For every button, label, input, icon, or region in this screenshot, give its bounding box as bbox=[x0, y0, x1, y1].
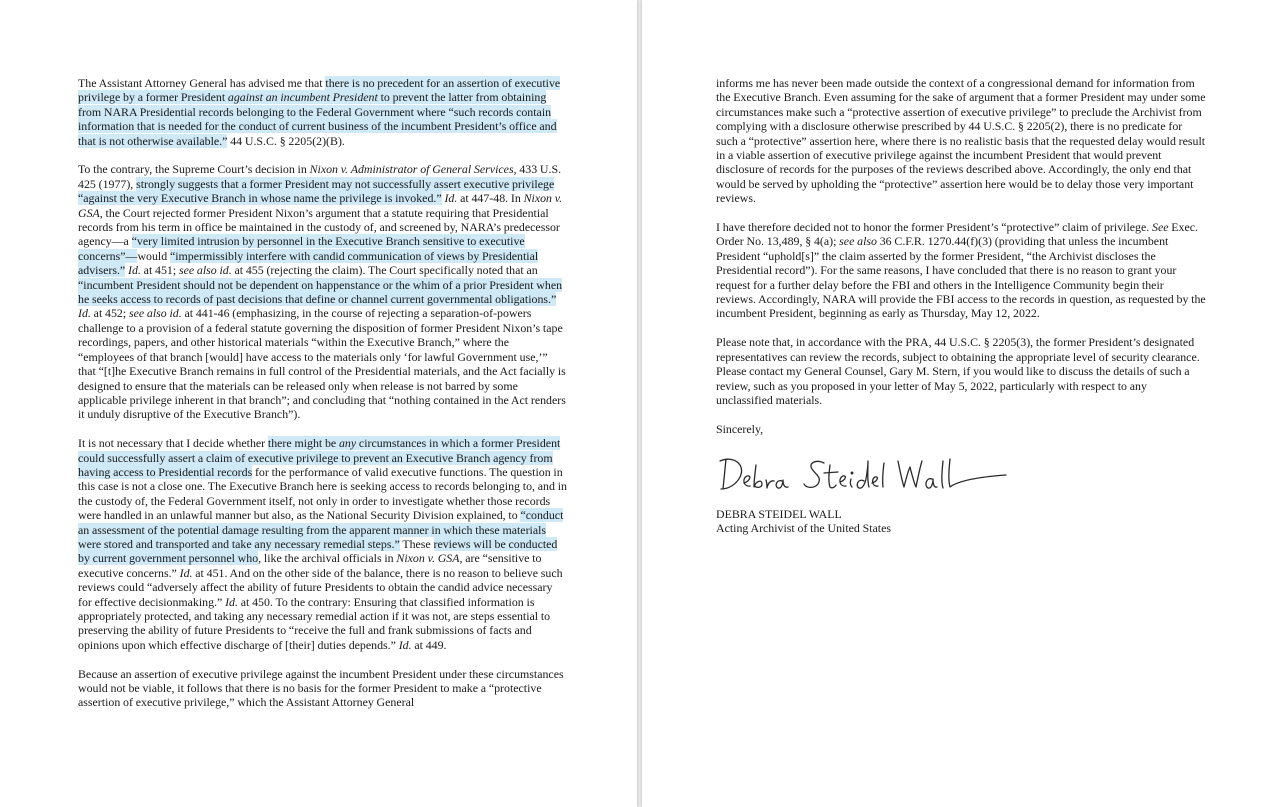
page-right-body bbox=[716, 76, 1206, 535]
handwritten-signature bbox=[716, 451, 1206, 495]
paragraph-no-precedent bbox=[78, 76, 567, 148]
text-run: , 433 U.S. 425 (1977), bbox=[78, 162, 562, 191]
case-name: Nixon v. Administrator of General Services bbox=[309, 162, 514, 177]
highlighted-text: “impermissibly interfere with candid communication of views by Presidential advisers.” bbox=[78, 248, 539, 278]
paragraph-protective-assertion: informs me has never been made outside the context of a congressional demand for information from the Executive Branch. Even assuming for the sake of argument that a former President may under some circumstances make such a “protective assertion of executive privilege” to preclude the Archivist from complying with a disclosure otherwise prescribed by 44 U.S.C. § 2205(2), there is no predicate for such a “protective” assertion here, where there is no realistic basis that the requested delay would result in a viable assertion of executive privilege against the incumbent President that would prevent disclosure of records for the purposes of the reviews described above. Accordingly, the only end that would be served by upholding the “protective” assertion here would be to delay those very important reviews. bbox=[716, 76, 1206, 206]
case-name: Nixon v. GSA bbox=[396, 551, 460, 566]
highlighted-text: strongly suggests that a former President may not successfully assert executive privilege “against the very Executive Branch in whose name the privilege is invoked.” bbox=[78, 176, 555, 206]
text-run: The Assistant Attorney General has advised me that bbox=[78, 76, 326, 90]
citation-see-also: see also bbox=[839, 234, 877, 249]
signature-block bbox=[716, 507, 1206, 536]
citation-id: Id. bbox=[225, 594, 238, 609]
text-run: , the Court rejected former President Nixon’s argument that a statute requiring that Presidential records from his term in office be maintained in the custody of, and screened by, NARA’s predecessor agency—a bbox=[78, 205, 560, 249]
highlighted-text: there might be bbox=[267, 436, 339, 451]
citation-id: Id. bbox=[78, 306, 91, 321]
highlighted-text: “incumbent President should not be dependent on happenstance or the whim of a prior President when he seeks access to records of past decisions that define or channel current governmental obligations.” bbox=[78, 277, 563, 307]
highlighted-italic-text: against an incumbent President bbox=[227, 90, 378, 105]
highlighted-text: to prevent the latter from obtaining from NARA Presidential records belonging to the Federal Government where “such records contain information that is needed for the conduct of current business of the incumbent President’s office and that is not otherwise available.” bbox=[78, 90, 557, 148]
case-name: Nixon v. GSA bbox=[78, 191, 563, 220]
text-run: at 455 (rejecting the claim). The Court specifically noted that an bbox=[231, 263, 538, 278]
text-run: , like the archival officials in bbox=[258, 551, 397, 566]
highlighted-text: circumstances in which a former President could successfully assert a claim of executive privilege to prevent an Executive Branch agency from having access to Presidential records bbox=[78, 436, 561, 479]
text-run: Exec. Order No. 13,489, § 4(a); bbox=[716, 220, 1199, 249]
signature-icon bbox=[716, 451, 1016, 495]
text-run: It is not necessary that I decide whether bbox=[78, 436, 268, 451]
text-run: at 441-46 (emphasizing, in the course of rejecting a separation-of-powers challenge to a provision of a federal statute governing the disposition of former President Nixon’s tape recordings, papers, and other historical materials “within the Executive Branch,” where the “employees of that branch [would] have access to the materials only ‘for lawful Government use,’” that “[t]he Executive Branch remains in full control of the Presidential materials, and the Act facially is designed to ensure that the materials can be released only when release is not barred by some applicable privilege inherent in that branch”; and concluding that “nothing contained in the Act renders it unduly disruptive of the Executive Branch”). bbox=[78, 306, 566, 422]
text-run: at 452; bbox=[90, 306, 129, 321]
highlighted-text: “conduct an assessment of the potential damage resulting from the apparent manner in which these materials were stored and transported and take any necessary remedial steps.” bbox=[78, 508, 564, 551]
text-run: at 451; bbox=[140, 263, 179, 278]
text-run: To the contrary, the Supreme Court’s decision in bbox=[78, 162, 310, 177]
paragraph-decision bbox=[716, 220, 1206, 321]
citation-id: Id. bbox=[179, 565, 193, 580]
citation-see-also: see also id. bbox=[178, 263, 232, 278]
closing-salutation: Sincerely, bbox=[716, 421, 764, 436]
highlighted-text: there is no precedent for an assertion of executive privilege by a former President bbox=[78, 76, 561, 105]
page-left-body bbox=[78, 76, 567, 724]
document-page-left bbox=[0, 0, 637, 807]
citation-see-also: see also id. bbox=[128, 306, 182, 321]
highlighted-italic-text: any bbox=[338, 436, 357, 451]
text-run: at 450. To the contrary: Ensuring that classified information is appropriately protected, and taking any necessary remedial action if it was not, are steps essential to preserving the ability of future Presidents to “receive the full and frank submissions of facts and opinions upon which effective discharge of [their] duties depends.” bbox=[78, 594, 551, 652]
text-run: at 449. bbox=[411, 637, 447, 652]
paragraph-not-viable: Because an assertion of executive privilege against the incumbent President under these circumstances would not be viable, it follows that there is no basis for the former President to make a “protective assertion of executive privilege,” which the Assistant Attorney General bbox=[78, 666, 564, 710]
signer-name: DEBRA STEIDEL WALL bbox=[716, 506, 842, 521]
citation-see: See bbox=[1152, 220, 1169, 235]
signer-title: Acting Archivist of the United States bbox=[716, 520, 892, 535]
paragraph-supreme-court bbox=[78, 162, 567, 421]
citation-id: Id. bbox=[444, 191, 458, 206]
paragraph-review-access: Please note that, in accordance with the PRA, 44 U.S.C. § 2205(3), the former President’s designated representatives can review the records, subject to obtaining the appropriate level of security clearance. Please contact my General Counsel, Gary M. Stern, if you would like to discuss the details of such a review, such as you proposed in your letter of May 5, 2022, particularly with respect to any unclassified materials. bbox=[716, 335, 1200, 407]
document-page-right bbox=[642, 0, 1280, 807]
highlighted-text: “very limited intrusion by personnel in the Executive Branch sensitive to executive concerns”— bbox=[78, 234, 525, 263]
text-run: , are “sensitive to executive concerns.” bbox=[78, 551, 542, 580]
text-run: would bbox=[137, 248, 170, 263]
text-run: I have therefore decided not to honor the former President’s “protective” claim of privilege. bbox=[716, 220, 1152, 235]
text-run: for the performance of valid executive functions. The question in this case is not a close one. The Executive Branch here is seeking access to records belonging to, and in the custody of, the Federal Government itself, not only in order to investigate whether those records were handled in an unlawful manner but also, as the National Security Division explained, to bbox=[78, 464, 567, 523]
text-run: 36 C.F.R. 1270.44(f)(3) (providing that unless the incumbent President “uphold[s]” the claim asserted by the former President, “the Archivist discloses the Presidential record”). For the same reasons, I have concluded that there is no reason to grant your request for a further delay before the FBI and others in the Intelligence Community begin their reviews. Accordingly, NARA will provide the FBI access to the records in question, as requested by the incumbent President, beginning as early as Thursday, May 12, 2022. bbox=[716, 234, 1206, 321]
text-run: at 447-48. In bbox=[457, 191, 524, 206]
citation: 44 U.S.C. § 2205(2)(B). bbox=[227, 133, 345, 148]
text-run: at 451. And on the other side of the balance, there is no reason to believe such reviews could “adversely affect the ability of future Presidents to obtain the candid advice necessary for effective decisionmaking.” bbox=[78, 565, 563, 609]
citation-id: Id. bbox=[128, 263, 141, 278]
highlighted-text: reviews will be conducted by current government personnel who bbox=[78, 536, 558, 566]
paragraph-not-necessary bbox=[78, 436, 567, 652]
text-run: These bbox=[399, 536, 434, 551]
citation-id: Id. bbox=[398, 637, 412, 652]
